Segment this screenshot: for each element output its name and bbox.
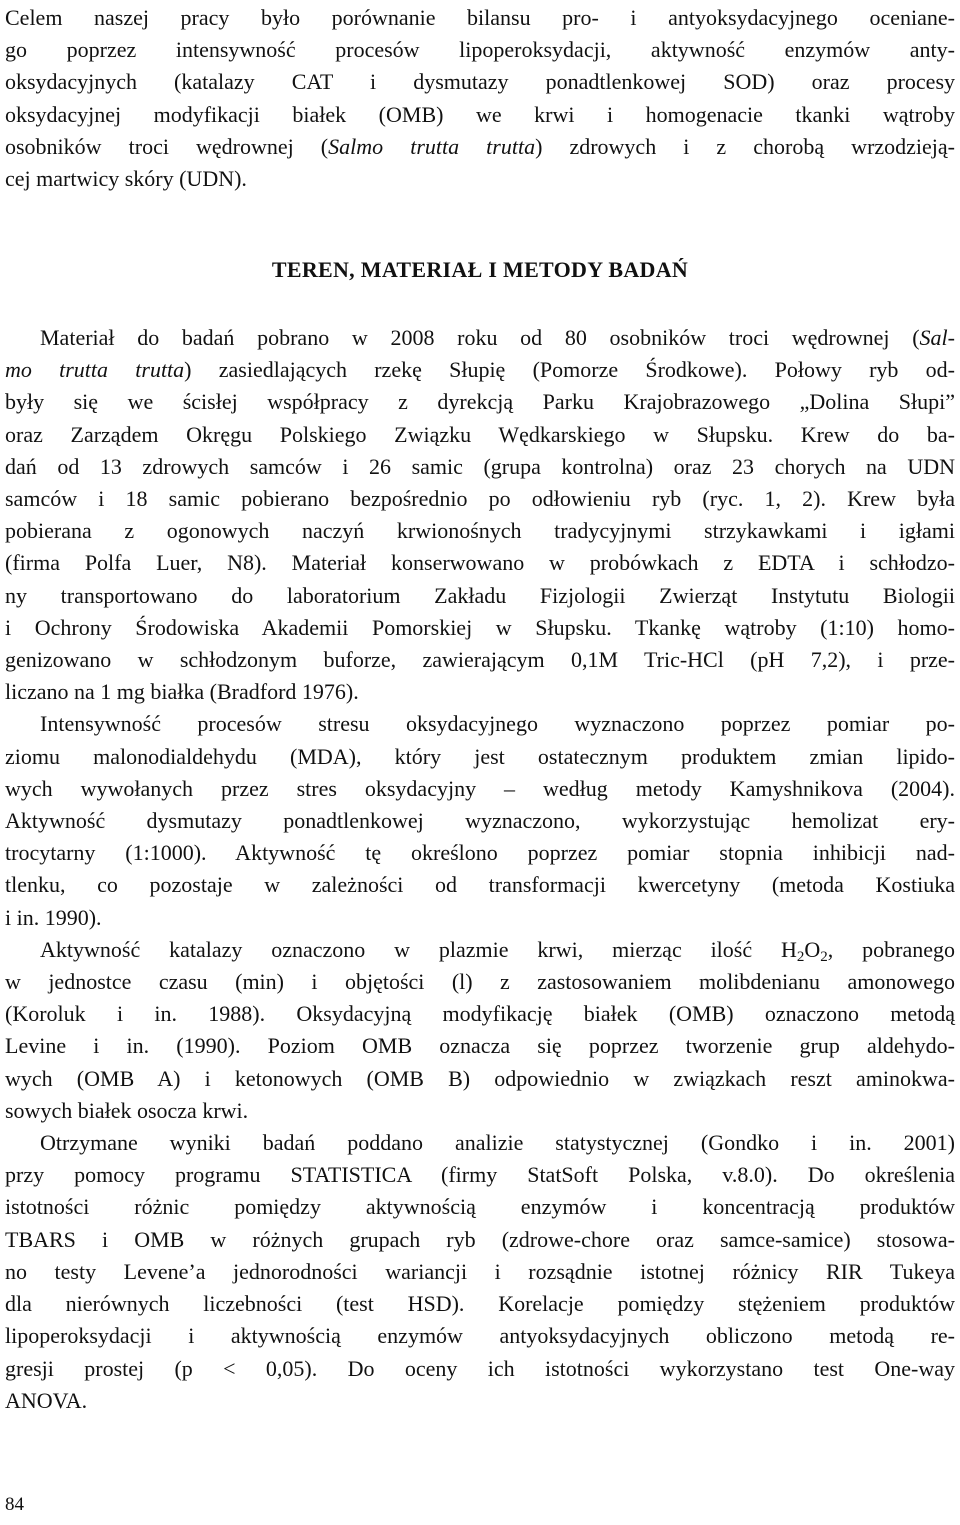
text-line: lipoperoksydacji i aktywnością enzymów antyoksydacyjnych obliczono metodą re-: [5, 1323, 955, 1349]
methods-paragraph-2: [5, 708, 955, 933]
text-line: tlenku, co pozostaje w zależności od transformacji kwercetyny (metoda Kostiuka: [5, 872, 955, 898]
text-line: Intensywność procesów stresu oksydacyjnego wyznaczono poprzez pomiar po-: [40, 711, 955, 737]
text-line: i Ochrony Środowiska Akademii Pomorskiej w Słupsku. Tkankę wątroby (1:10) homo-: [5, 614, 955, 640]
text-line: [5, 131, 955, 163]
text-line: no testy Levene’a jednorodności wariancji i rozsądnie istotnej różnicy RIR Tukeya: [5, 1258, 955, 1284]
text-run: ) zasiedlających rzekę Słupię (Pomorze Środkowe). Połowy ryb od-: [184, 357, 955, 383]
text-line: były się we ścisłej współpracy z dyrekcją Parku Krajobrazowego „Dolina Słupi”: [5, 389, 955, 415]
text-line: liczano na 1 mg białka (Bradford 1976).: [5, 679, 359, 705]
text-line: Celem naszej pracy było porównanie bilansu pro- i antyoksydacyjnego oceniane-: [5, 5, 955, 30]
text-line: ny transportowano do laboratorium Zakładu Fizjologii Zwierząt Instytutu Biologii: [5, 582, 955, 608]
text-line: (firma Polfa Luer, N8). Materiał konserwowano w probówkach z EDTA i schłodzo-: [5, 550, 955, 576]
text-line: przy pomocy programu STATISTICA (firmy StatSoft Polska, v.8.0). Do określenia: [5, 1162, 955, 1188]
text-line: i in. 1990).: [5, 904, 102, 930]
text-line: pobierana z ogonowych naczyń krwionośnych tradycyjnymi strzykawkami i igłami: [5, 518, 955, 544]
text-run: ) zdrowych i z chorobą wrzodzieją-: [535, 133, 955, 159]
text-line: ANOVA.: [5, 1387, 88, 1413]
text-line: wych (OMB A) i ketonowych (OMB B) odpowiednio w związkach reszt aminokwa-: [5, 1065, 955, 1091]
text-line: TBARS i OMB w różnych grupach ryb (zdrowe-chore oraz samce-samice) stosowa-: [5, 1226, 955, 1252]
text-line: Levine i in. (1990). Poziom OMB oznacza się poprzez tworzenie grup aldehydo-: [5, 1033, 955, 1059]
methods-section: [5, 322, 955, 1417]
species-name: Sal-: [919, 325, 955, 350]
text-line: cej martwicy skóry (UDN).: [5, 166, 247, 192]
text-line: w jednostce czasu (min) i objętości (l) z zastosowaniem molibdenianu amonowego: [5, 969, 955, 995]
text-line: [5, 934, 955, 966]
text-run: Aktywność katalazy oznaczono w plazmie krwi, mierząc ilość H: [40, 936, 797, 962]
subscript: 2: [820, 948, 828, 965]
text-line: sowych białek osocza krwi.: [5, 1097, 249, 1123]
text-line: Otrzymane wyniki badań poddano analizie statystycznej (Gondko i in. 2001): [40, 1130, 955, 1156]
methods-paragraph-3: [5, 934, 955, 1127]
text-line: oksydacyjnej modyfikacji białek (OMB) we krwi i homogenacie tkanki wątroby: [5, 101, 955, 127]
text-line: [5, 322, 955, 354]
page-number: 84: [5, 1494, 24, 1515]
text-line: trocytarny (1:1000). Aktywność tę określono poprzez pomiar stopnia inhibicji nad-: [5, 840, 955, 866]
subscript: 2: [796, 948, 805, 965]
text-run: , pobranego: [827, 936, 956, 962]
text-run: Materiał do badań pobrano w 2008 roku od 80 osobników troci wędrownej (: [40, 325, 920, 350]
text-line: ziomu malonodialdehydu (MDA), który jest ostatecznym produktem zmian lipido-: [5, 743, 955, 769]
methods-paragraph-4: [5, 1127, 955, 1417]
text-line: dla nierównych liczebności (test HSD). Korelacje pomiędzy stężeniem produktów: [5, 1291, 955, 1317]
intro-paragraph: [5, 2, 955, 195]
text-run: O: [804, 936, 821, 962]
text-line: oraz Zarządem Okręgu Polskiego Związku Wędkarskiego w Słupsku. Krew do ba-: [5, 421, 955, 447]
species-name: mo trutta trutta: [5, 357, 185, 383]
text-line: gresji prostej (p < 0,05). Do oceny ich istotności wykorzystano test One-way: [5, 1355, 955, 1381]
text-line: (Koroluk i in. 1988). Oksydacyjną modyfikację białek (OMB) oznaczono metodą: [5, 1001, 955, 1027]
text-line: genizowano w schłodzonym buforze, zawierającym 0,1M Tric-HCl (pH 7,2), i prze-: [5, 647, 955, 673]
text-run: osobników troci wędrownej (: [5, 133, 329, 159]
text-line: oksydacyjnych (katalazy CAT i dysmutazy ponadtlenkowej SOD) oraz procesy: [5, 69, 955, 95]
methods-paragraph-1: [5, 322, 955, 708]
section-heading: TEREN, MATERIAŁ I METODY BADAŃ: [271, 257, 689, 282]
text-line: dań od 13 zdrowych samców i 26 samic (grupa kontrolna) oraz 23 chorych na UDN: [5, 453, 955, 479]
text-line: [5, 354, 955, 386]
text-line: samców i 18 samic pobierano bezpośrednio po odłowieniu ryb (ryc. 1, 2). Krew była: [5, 486, 955, 512]
species-name: Salmo trutta trutta: [328, 133, 536, 159]
text-line: go poprzez intensywność procesów lipoperoksydacji, aktywność enzymów anty-: [5, 37, 955, 63]
text-line: wych wywołanych przez stres oksydacyjny – według metody Kamyshnikova (2004).: [5, 775, 955, 801]
text-line: istotności różnic pomiędzy aktywnością enzymów i koncentracją produktów: [5, 1194, 955, 1220]
text-line: Aktywność dysmutazy ponadtlenkowej wyznaczono, wykorzystując hemolizat ery-: [5, 808, 955, 834]
